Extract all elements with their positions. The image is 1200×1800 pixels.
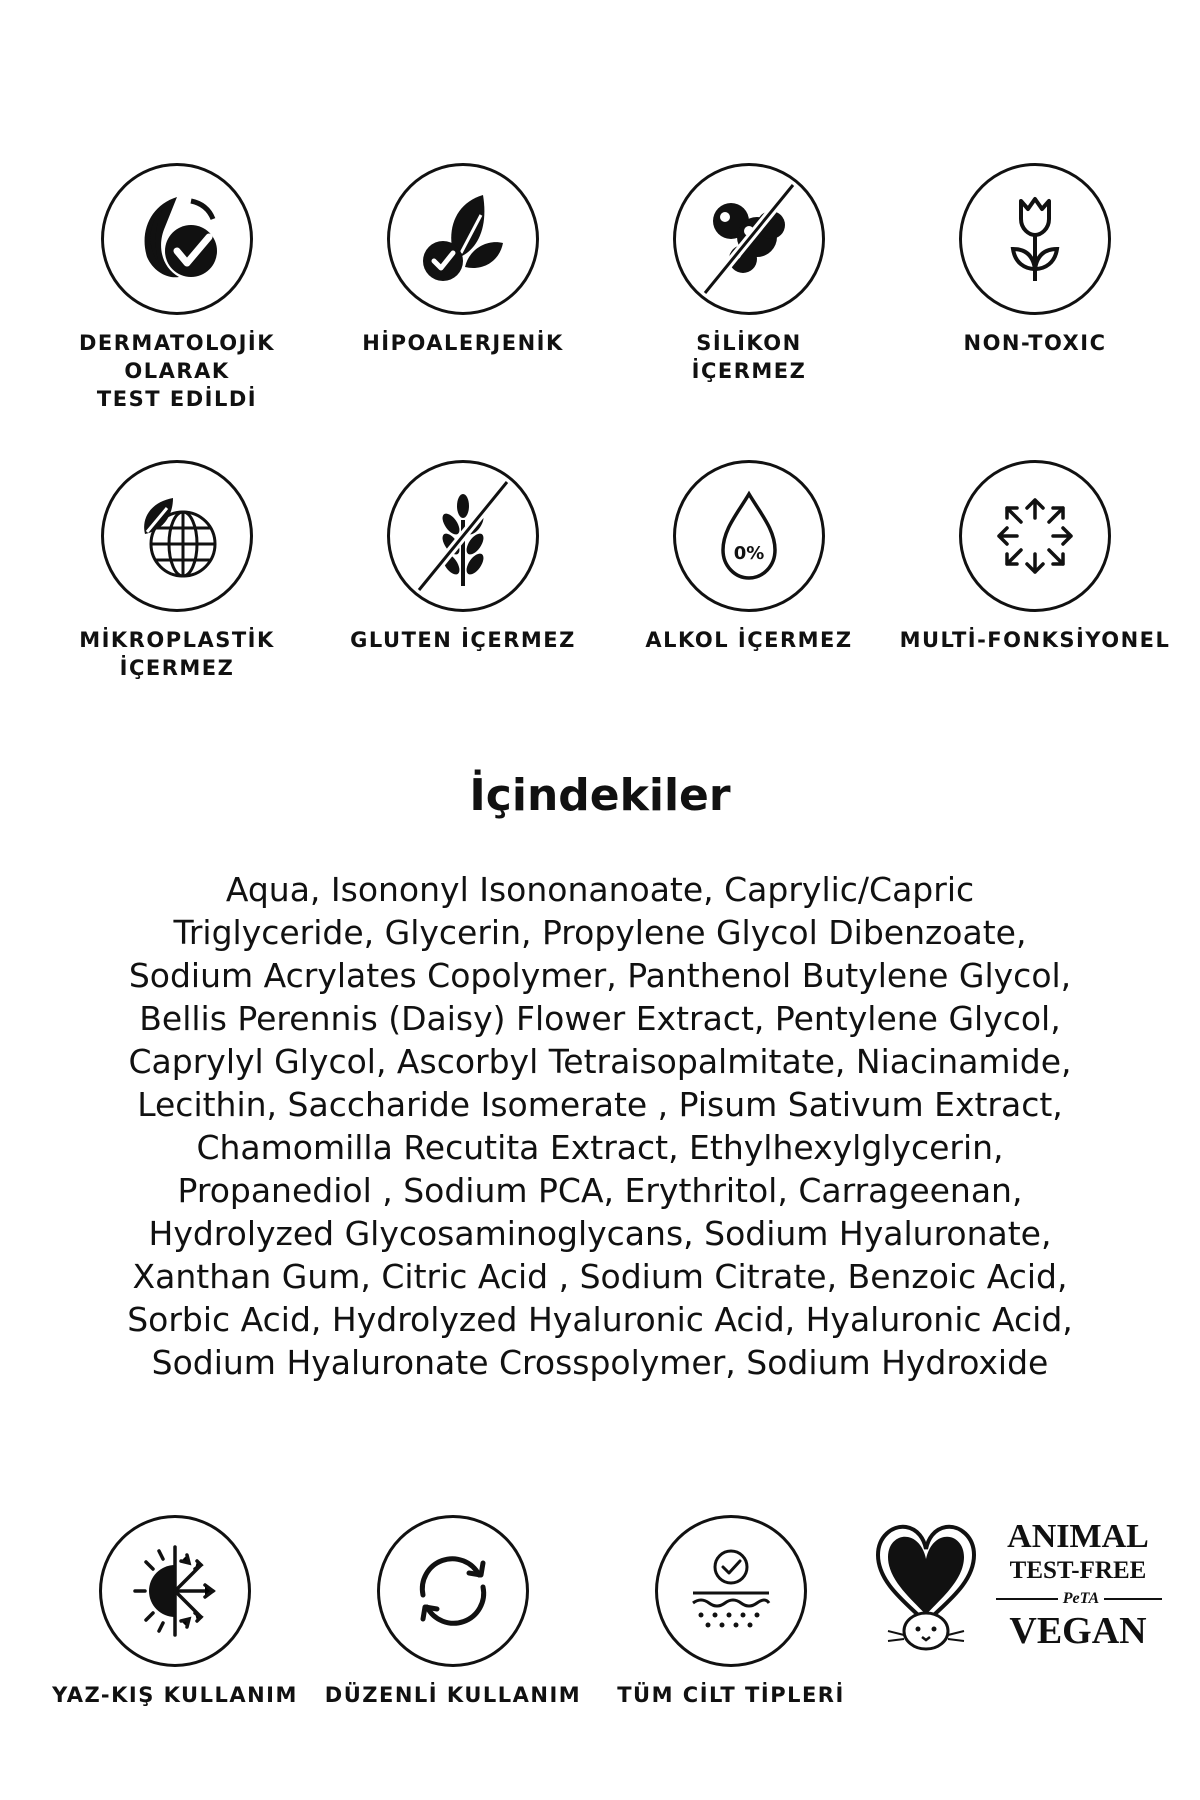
multi-arrows-icon [959, 460, 1111, 612]
ingredients-line: Sodium Acrylates Copolymer, Panthenol Butylene Glycol, [128, 956, 1072, 995]
badge-label: DÜZENLİ KULLANIM [324, 1683, 582, 1707]
badge-microplastic-free [32, 460, 322, 682]
badge-silicone-free [604, 163, 894, 385]
flower-icon [959, 163, 1111, 315]
ingredients-line: Lecithin, Saccharide Isomerate , Pisum Sativum Extract, [137, 1085, 1063, 1124]
badge-non-toxic [890, 163, 1180, 357]
badge-regular-use [308, 1515, 598, 1709]
ingredients-line: Sorbic Acid, Hydrolyzed Hyaluronic Acid, Hyaluronic Acid, [127, 1300, 1073, 1339]
label-line: MİKROPLASTİK [79, 628, 275, 652]
badge-all-skin-types [586, 1515, 876, 1709]
no-silicone-icon [673, 163, 825, 315]
leaf-check-small-icon [387, 163, 539, 315]
skin-layers-check-icon [655, 1515, 807, 1667]
ingredients-line: Xanthan Gum, Citric Acid , Sodium Citrate, Benzoic Acid, [132, 1257, 1068, 1296]
ingredients-line: Bellis Perennis (Daisy) Flower Extract, Pentylene Glycol, [139, 999, 1061, 1038]
badge-label: YAZ-KIŞ KULLANIM [52, 1683, 298, 1707]
label-line: TEST EDİLDİ [96, 387, 258, 411]
badge-alcohol-free [604, 460, 894, 654]
label-line: GLUTEN İÇERMEZ [350, 628, 576, 652]
ingredients-line: Hydrolyzed Glycosaminoglycans, Sodium Hyaluronate, [148, 1214, 1052, 1253]
ingredients-title: İçindekiler [469, 770, 731, 821]
ingredients-line: Caprylyl Glycol, Ascorbyl Tetraisopalmitate, Niacinamide, [128, 1042, 1072, 1081]
ingredients-list [40, 868, 1160, 1384]
refresh-cycle-icon [377, 1515, 529, 1667]
label-line: İÇERMEZ [691, 359, 807, 383]
badge-hypoallergenic [318, 163, 608, 357]
badge-label: TÜM CİLT TİPLERİ [617, 1683, 845, 1707]
badge-summer-winter-use [30, 1515, 320, 1709]
peta-line-vegan: VEGAN [1009, 1610, 1147, 1652]
label-line: İÇERMEZ [119, 656, 235, 680]
peta-line-animal: ANIMAL [1007, 1518, 1149, 1555]
label-line: HİPOALERJENİK [362, 331, 564, 355]
zero-alcohol-drop-icon [673, 460, 825, 612]
bunny-heart-icon [870, 1515, 982, 1655]
zero-percent-text: 0% [733, 543, 765, 564]
badge-dermatologically-tested [32, 163, 322, 413]
ingredients-line: Sodium Hyaluronate Crosspolymer, Sodium Hydroxide [151, 1343, 1049, 1382]
leaf-check-icon [101, 163, 253, 315]
ingredients-line: Triglyceride, Glycerin, Propylene Glycol Dibenzoate, [173, 913, 1027, 952]
ingredients-line: Chamomilla Recutita Extract, Ethylhexylglycerin, [196, 1128, 1004, 1167]
ingredients-line: Aqua, Isononyl Isononanoate, Caprylic/Capric [225, 870, 975, 909]
peta-vegan-logo [870, 1515, 1170, 1655]
label-line: DERMATOLOJİK OLARAK [78, 331, 276, 383]
label-line: SİLİKON [696, 331, 802, 355]
label-line: NON-TOXIC [963, 331, 1107, 355]
badge-gluten-free [318, 460, 608, 654]
sun-snowflake-icon [99, 1515, 251, 1667]
no-gluten-wheat-icon [387, 460, 539, 612]
label-line: MULTİ-FONKSİYONEL [899, 628, 1171, 652]
badge-multi-functional [890, 460, 1180, 654]
peta-line-test-free: TEST-FREE [1009, 1557, 1147, 1584]
no-microplastic-globe-icon [101, 460, 253, 612]
peta-brand-mark: PeTA [1058, 1588, 1104, 1610]
ingredients-line: Propanediol , Sodium PCA, Erythritol, Carrageenan, [177, 1171, 1023, 1210]
label-line: ALKOL İÇERMEZ [645, 628, 853, 652]
